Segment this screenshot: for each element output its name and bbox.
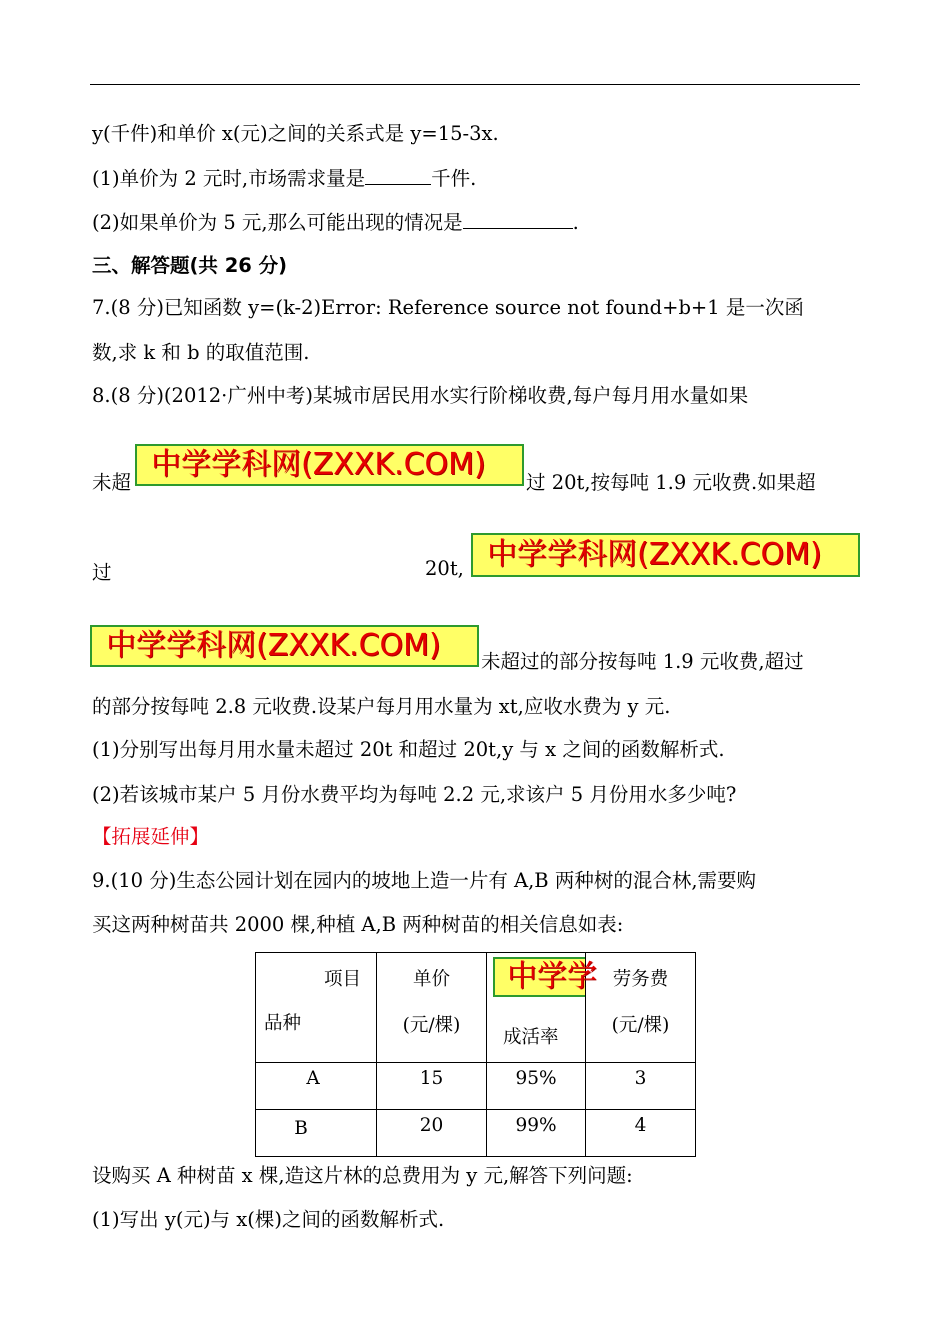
question-line: (2)若该城市某户 5 月份水费平均为每吨 2.2 元,求该户 5 月份用水多少吨? <box>92 783 737 806</box>
text-fragment: 千件. <box>431 167 477 190</box>
table-cell: 3 <box>586 1063 696 1110</box>
table-row <box>256 1110 696 1157</box>
question-line: 9.(10 分)生态公园计划在园内的坡地上造一片有 A,B 两种树的混合林,需要购 <box>92 869 757 892</box>
text-fragment: 未超 <box>92 471 132 494</box>
table-header-cell <box>487 953 597 1063</box>
text-fragment: 过 <box>92 561 112 584</box>
question-line: 的部分按每吨 2.8 元收费.设某户每月用水量为 xt,应收水费为 y 元. <box>92 695 671 718</box>
text-fragment: 过 20t,按每吨 1.9 元收费.如果超 <box>526 471 816 494</box>
table-header-cell <box>377 953 487 1063</box>
table-cell: 15 <box>377 1063 487 1110</box>
question-line <box>92 207 579 235</box>
table-cell: 95% <box>487 1063 586 1110</box>
text-fragment: (2)如果单价为 5 元,那么可能出现的情况是 <box>92 211 463 234</box>
question-line: (1)分别写出每月用水量未超过 20t 和超过 20t,y 与 x 之间的函数解析式. <box>92 738 725 761</box>
question-line: 买这两种树苗共 2000 棵,种植 A,B 两种树苗的相关信息如表: <box>92 913 624 936</box>
question-line: 8.(8 分)(2012·广州中考)某城市居民用水实行阶梯收费,每户每月用水量如果 <box>92 384 749 407</box>
watermark-banner: 中学学科网(ZXXK.COM) <box>471 533 860 577</box>
text-fragment: . <box>572 211 579 234</box>
header-rule <box>90 84 860 85</box>
table-row <box>256 1063 696 1110</box>
seedling-table <box>255 952 696 1157</box>
question-line: 7.(8 分)已知函数 y=(k-2)Error: Reference source not found+b+1 是一次函 <box>92 296 804 319</box>
watermark-banner: 中学学科网(ZXXK.COM) <box>135 444 524 486</box>
table-header-cell <box>586 953 696 1063</box>
answer-blank <box>365 166 431 185</box>
table-header-row <box>256 953 696 1063</box>
watermark-banner: 中学学科网(ZXXK.COM) <box>90 625 479 667</box>
table-cell: B <box>256 1110 377 1157</box>
question-line: (1)写出 y(元)与 x(棵)之间的函数解析式. <box>92 1208 445 1231</box>
text-line: y(千件)和单价 x(元)之间的关系式是 y=15-3x. <box>92 122 499 145</box>
extension-heading: 【拓展延伸】 <box>92 825 210 848</box>
table-cell: 99% <box>487 1110 586 1157</box>
section-heading: 三、解答题(共 26 分) <box>92 254 288 277</box>
table-cell: A <box>256 1063 377 1110</box>
text-fragment: 20t, <box>425 557 464 580</box>
header-project: 项目 <box>324 969 362 990</box>
watermark-banner: 中学学 <box>493 957 585 997</box>
header-price-unit: (元/棵) <box>402 1015 461 1036</box>
question-line <box>92 163 476 191</box>
header-survival: 成活率 <box>503 1027 559 1048</box>
table-cell: 20 <box>377 1110 487 1157</box>
question-line: 设购买 A 种树苗 x 棵,造这片林的总费用为 y 元,解答下列问题: <box>92 1164 633 1187</box>
text-fragment: (1)单价为 2 元时,市场需求量是 <box>92 167 366 190</box>
header-price: 单价 <box>412 969 450 990</box>
question-line: 数,求 k 和 b 的取值范围. <box>92 341 310 364</box>
header-labor-unit: (元/棵) <box>611 1015 670 1036</box>
answer-blank <box>463 210 573 229</box>
header-kind: 品种 <box>264 1013 302 1034</box>
table-cell: 4 <box>586 1110 696 1157</box>
table-header-cell <box>256 953 377 1063</box>
text-fragment: 未超过的部分按每吨 1.9 元收费,超过 <box>481 650 804 673</box>
header-labor: 劳务费 <box>612 969 669 990</box>
